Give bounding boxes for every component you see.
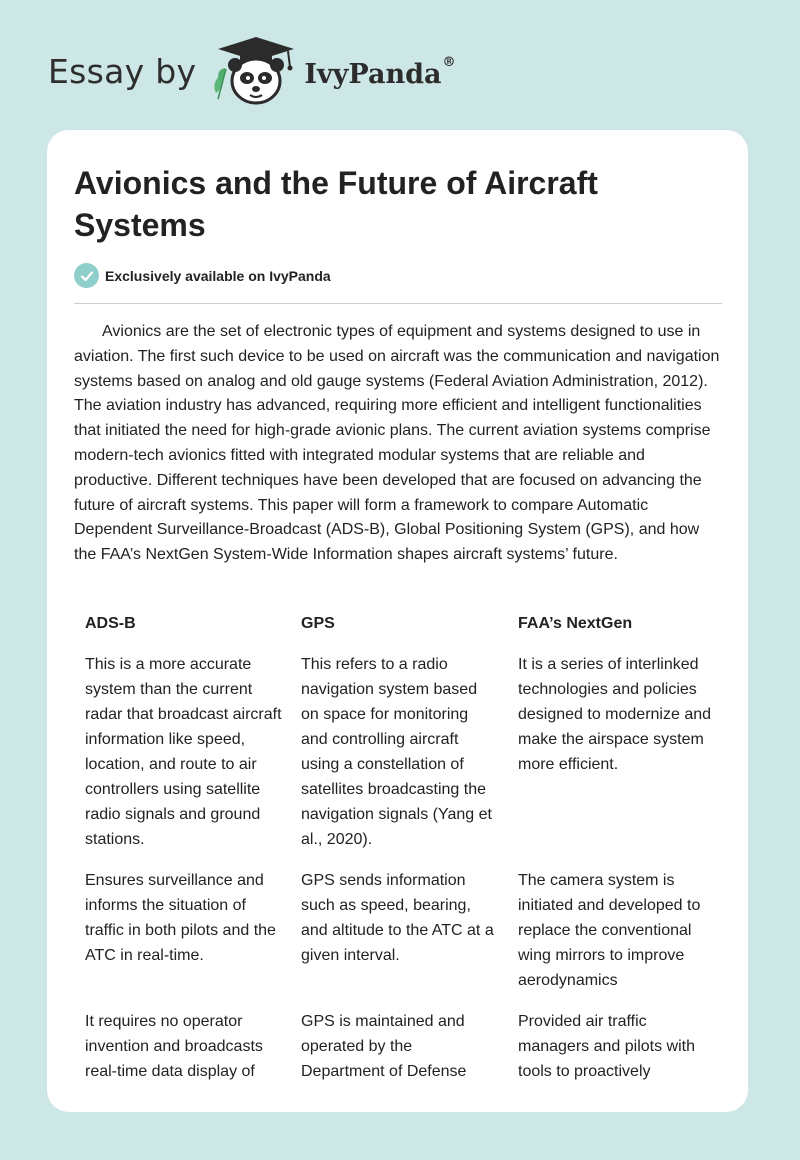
essay-paragraph: Avionics are the set of electronic types of equipment and systems designed to use in aviation. The first such device to be used on aircraft was the communication and navigation systems based on analog and old gauge systems (Federal Aviation Administration, 2012). The aviation industry has advanced, requiring more efficient and intelligent functionalities that initiated the need for high-grade avionic plans. The current aviation systems comprise modern-tech avionics fitted with integrated modular systems that are reliable and productive. Different techniques have been developed that are focused on advancing the future of aircraft systems. This paper will form a framework to compare Automatic Dependent Surveillance-Broadcast (ADS-B), Global Positioning System (GPS), and how the FAA’s NextGen System-Wide Information shapes aircraft systems’ future.: [74, 323, 720, 564]
panda-graduate-icon[interactable]: [210, 35, 302, 107]
table-column-gps: [301, 614, 499, 1080]
table-column-nextgen: [518, 614, 716, 1080]
essay-card: [47, 130, 748, 1112]
table-cell: This refers to a radio navigation system based on space for monitoring and controlling aircraft using a constellation of satellites broadcasting the navigation signals (Yang et al., 2020).: [301, 656, 492, 848]
table-cell: GPS sends information such as speed, bearing, and altitude to the ATC at a given interval.: [301, 872, 494, 964]
exclusive-badge: [74, 263, 331, 288]
table-header: FAA’s NextGen: [518, 615, 633, 632]
essay-title: Avionics and the Future of Aircraft Systems: [74, 165, 598, 243]
registered-mark: ®: [442, 54, 456, 70]
table-header: GPS: [301, 615, 335, 632]
table-cell: It is a series of interlinked technologies and policies designed to modernize and make the airspace system more efficient.: [518, 656, 712, 773]
table-cell: It requires no operator invention and broadcasts real-time data display of: [85, 1013, 263, 1080]
divider: [74, 303, 722, 304]
table-cell: Provided air traffic managers and pilots with tools to proactively: [518, 1013, 695, 1080]
check-circle-icon: [74, 263, 99, 288]
table-cell: GPS is maintained and operated by the Department of Defense: [301, 1013, 467, 1080]
table-cell: Ensures surveillance and informs the situation of traffic in both pilots and the ATC in real-time.: [85, 872, 276, 964]
site-header: [48, 36, 468, 106]
essay-by-label: Essay by: [48, 51, 197, 91]
table-cell: This is a more accurate system than the current radar that broadcast aircraft information like speed, location, and route to air controllers using satellite radio signals and ground stations.: [85, 656, 282, 848]
table-column-adsb: [85, 614, 283, 1080]
table-header: ADS-B: [85, 615, 136, 632]
table-cell: The camera system is initiated and developed to replace the conventional wing mirrors to improve aerodynamics: [518, 872, 701, 989]
badge-text: Exclusively available on IvyPanda: [105, 267, 331, 284]
brand-name[interactable]: IvyPanda®: [304, 54, 456, 90]
